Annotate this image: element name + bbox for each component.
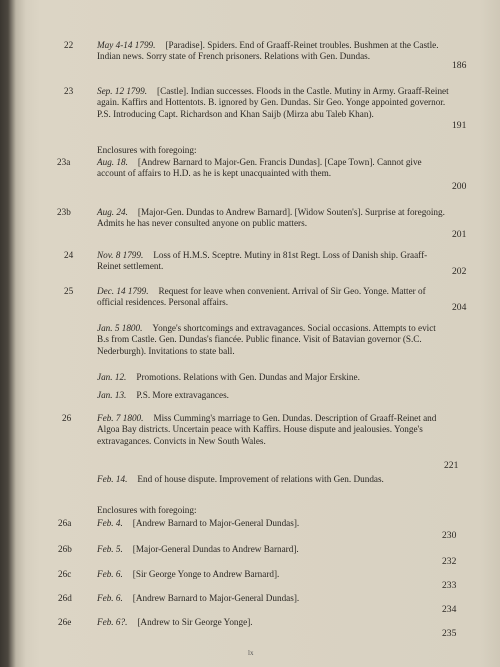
entry-date: Sep. 12 1799. (97, 86, 148, 96)
entry-text: [Andrew Barnard to Major-Gen. Francis Dundas]. [Cape Town]. Cannot give account of affairs to H.D. as he is kept unacquainted with them. (97, 157, 422, 179)
entry-page: 233 (442, 580, 457, 591)
entry-number: 23 (64, 86, 74, 96)
entry-page: 204 (452, 302, 467, 313)
entry-date: Aug. 24. (97, 207, 128, 217)
entry-text: End of house dispute. Improvement of relations with Gen. Dundas. (137, 474, 384, 484)
entry-text: Request for leave when convenient. Arrival of Sir Geo. Yonge. Matter of official residences. Personal affairs. (97, 286, 426, 308)
entry-page: 202 (452, 266, 467, 277)
entry-number: 25 (64, 286, 74, 296)
entry-text: Yonge's shortcomings and extravagances. Social occasions. Attempts to evict B.s from Castle. Gen. Dundas's fiancée. Public finance. Visit of Batavian governor (S.C. Nederburgh). Invitations to state ball. (97, 323, 436, 356)
entry-page: 221 (444, 460, 459, 471)
entry-date: Aug. 18. (97, 157, 128, 167)
entry-date: Feb. 14. (97, 474, 128, 484)
entry-page: 234 (442, 604, 457, 615)
entry-number: 26c (58, 569, 72, 579)
entry-number: 26d (58, 593, 72, 603)
entry-date: Dec. 14 1799. (97, 286, 149, 296)
entry-page: 200 (452, 181, 467, 192)
entry-date: May 4-14 1799. (97, 40, 156, 50)
entry-text: [Paradise]. Spiders. End of Graaff-Reinet troubles. Bushmen at the Castle. Indian news. Sorry state of French prisoners. Relations with Gen. Dundas. (97, 40, 439, 62)
entry-text: [Sir George Yonge to Andrew Barnard]. (132, 569, 280, 579)
entry-number: 26a (58, 518, 72, 528)
entry-text: [Castle]. Indian successes. Floods in the Castle. Mutiny in Army. Graaff-Reinet again. Kaffirs and Hottentots. B. ignored by Gen. Dundas. Sir Geo. Yonge appointed governor. P.S. Introducing Capt. Richardson and Khan Saijb (Mirza abu Taleb Khan). (97, 86, 449, 119)
entry-date: Jan. 13. (97, 390, 127, 400)
entry-text: [Andrew Barnard to Major-General Dundas]. (132, 518, 300, 528)
entry-text: [Major-General Dundas to Andrew Barnard]. (132, 544, 299, 554)
entry-text: Loss of H.M.S. Sceptre. Mutiny in 81st Regt. Loss of Danish ship. Graaff-Reinet settlement. (97, 250, 428, 272)
entry-date: Nov. 8 1799. (97, 250, 144, 260)
entry-number: 22 (64, 40, 74, 50)
entry-date: Feb. 6. (97, 593, 123, 603)
entry-page: 191 (452, 120, 467, 131)
entry-date: Feb. 4. (97, 518, 123, 528)
entry-text: [Major-Gen. Dundas to Andrew Barnard]. [Widow Souten's]. Surprise at foregoing. Admits he has never consulted anyone on public matters. (97, 207, 445, 229)
entry-number: 23a (57, 157, 71, 167)
entry-number: 26b (58, 544, 72, 554)
entry-date: Feb. 5. (97, 544, 123, 554)
entry-page: 186 (452, 60, 467, 71)
entry-page: 201 (452, 229, 467, 240)
entry-number: 26 (62, 413, 72, 423)
page-folio: lx (248, 649, 254, 657)
entry-date: Feb. 6. (97, 569, 123, 579)
enclosures-label: Enclosures with foregoing: (97, 505, 197, 515)
entry-text: P.S. More extravagances. (136, 390, 229, 400)
entry-page: 230 (442, 530, 457, 541)
entry-date: Jan. 5 1800. (97, 323, 143, 333)
entry-date: Feb. 7 1800. (97, 413, 144, 423)
entry-number: 24 (64, 250, 74, 260)
entry-page: 232 (442, 556, 457, 567)
entry-text: [Andrew Barnard to Major-General Dundas]. (132, 593, 300, 603)
entry-number: 23b (57, 207, 71, 217)
entry-text: Promotions. Relations with Gen. Dundas and Major Erskine. (136, 372, 360, 382)
enclosures-label: Enclosures with foregoing: (97, 145, 197, 155)
entry-date: Jan. 12. (97, 372, 127, 382)
entry-number: 26e (58, 617, 72, 627)
entry-text: Miss Cumming's marriage to Gen. Dundas. Description of Graaff-Reinet and Algoa Bay districts. Uncertain peace with Kaffirs. House dispute and jealousies. Yonge's extravagances. Convicts in New South Wales. (97, 413, 437, 446)
entry-date: Feb. 6?. (97, 617, 128, 627)
entry-page: 235 (442, 628, 457, 639)
entry-text: [Andrew to Sir George Yonge]. (137, 617, 253, 627)
